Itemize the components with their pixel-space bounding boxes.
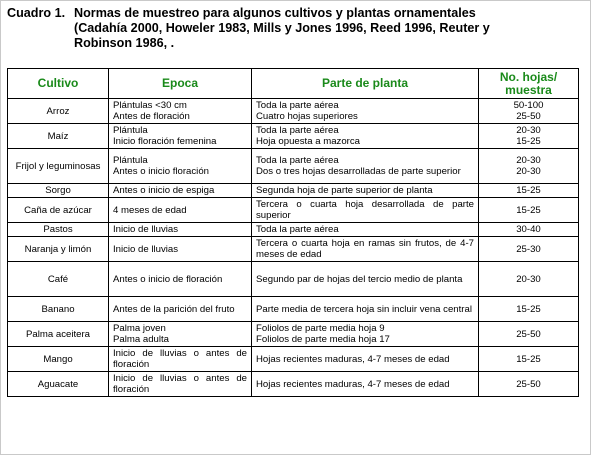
cell-no-hojas-line: 15-25 bbox=[516, 303, 541, 315]
cell-parte-de-planta bbox=[252, 322, 479, 347]
cell-epoca-line: Antes o inicio de espiga bbox=[113, 185, 215, 196]
table-row bbox=[8, 297, 579, 322]
cell-parte-de-planta bbox=[252, 124, 479, 149]
cell-cultivo: Arroz bbox=[8, 99, 109, 124]
cell-parte-de-planta bbox=[252, 149, 479, 184]
cell-cultivo: Sorgo bbox=[8, 184, 109, 198]
cell-epoca bbox=[109, 322, 252, 347]
cell-no-hojas-line: 15-25 bbox=[516, 353, 541, 365]
table-row bbox=[8, 262, 579, 297]
cell-parte-de-planta-line: Segundo par de hojas del tercio medio de planta bbox=[256, 273, 463, 285]
cell-parte-de-planta bbox=[252, 347, 479, 372]
cell-epoca bbox=[109, 347, 252, 372]
cell-epoca-line: Palma adulta bbox=[113, 334, 169, 345]
cell-parte-de-planta-line: Tercera o cuarta hoja en ramas sin frutos, de 4-7 meses de edad bbox=[256, 238, 474, 260]
cell-no-hojas-line: 20-30 bbox=[516, 125, 541, 136]
cell-no-hojas-line: 25-50 bbox=[516, 328, 541, 340]
caption-line-2: (Cadahía 2000, Howeler 1983, Mills y Jones 1996, Reed 1996, Reuter y bbox=[74, 21, 490, 35]
cell-epoca-line: Inicio floración femenina bbox=[113, 136, 217, 147]
caption-line-1: Normas de muestreo para algunos cultivos y plantas ornamentales bbox=[74, 6, 476, 20]
cell-parte-de-planta-line: Cuatro hojas superiores bbox=[256, 111, 358, 122]
cell-epoca bbox=[109, 297, 252, 322]
sampling-norms-table bbox=[7, 68, 579, 397]
cell-no-hojas-line: 50-100 bbox=[513, 100, 544, 111]
cell-parte-de-planta bbox=[252, 198, 479, 223]
cell-epoca-line: Inicio de lluvias bbox=[113, 224, 179, 235]
table-row bbox=[8, 99, 579, 124]
cell-cultivo: Naranja y limón bbox=[8, 237, 109, 262]
table-row bbox=[8, 347, 579, 372]
cell-epoca bbox=[109, 223, 252, 237]
cell-no-hojas bbox=[479, 322, 579, 347]
cell-parte-de-planta bbox=[252, 223, 479, 237]
cell-no-hojas bbox=[479, 223, 579, 237]
cell-parte-de-planta bbox=[252, 372, 479, 397]
table-row bbox=[8, 124, 579, 149]
table-row bbox=[8, 149, 579, 184]
cell-no-hojas-line: 25-50 bbox=[516, 378, 541, 390]
cell-epoca-line: Inicio de lluvias o antes de floración bbox=[113, 348, 247, 370]
cell-no-hojas-line: 25-50 bbox=[516, 111, 541, 122]
cell-cultivo: Aguacate bbox=[8, 372, 109, 397]
cell-no-hojas-line: 20-30 bbox=[516, 273, 541, 285]
cell-parte-de-planta-line: Segunda hoja de parte superior de planta bbox=[256, 185, 433, 196]
cell-no-hojas bbox=[479, 149, 579, 184]
cell-cultivo: Mango bbox=[8, 347, 109, 372]
cell-parte-de-planta-line: Hojas recientes maduras, 4-7 meses de edad bbox=[256, 353, 450, 365]
cell-no-hojas bbox=[479, 198, 579, 223]
cell-cultivo: Palma aceitera bbox=[8, 322, 109, 347]
cell-no-hojas bbox=[479, 184, 579, 198]
cell-parte-de-planta-line: Toda la parte aérea bbox=[256, 125, 339, 136]
cell-no-hojas-line: 15-25 bbox=[516, 204, 541, 216]
cell-cultivo: Frijol y leguminosas bbox=[8, 149, 109, 184]
cell-no-hojas-line: 30-40 bbox=[516, 224, 541, 235]
cell-epoca-line: 4 meses de edad bbox=[113, 204, 187, 216]
cell-no-hojas bbox=[479, 262, 579, 297]
cell-parte-de-planta-line: Hoja opuesta a mazorca bbox=[256, 136, 360, 147]
cell-cultivo: Pastos bbox=[8, 223, 109, 237]
cell-epoca bbox=[109, 372, 252, 397]
cell-no-hojas-line: 25-30 bbox=[516, 243, 541, 255]
cell-no-hojas bbox=[479, 124, 579, 149]
cell-parte-de-planta-line: Tercera o cuarta hoja desarrollada de parte superior bbox=[256, 199, 474, 221]
table-row bbox=[8, 237, 579, 262]
header-cultivo: Cultivo bbox=[8, 69, 109, 99]
table-caption bbox=[7, 6, 585, 51]
cell-epoca bbox=[109, 262, 252, 297]
cell-cultivo: Café bbox=[8, 262, 109, 297]
cell-epoca-line: Palma joven bbox=[113, 323, 166, 334]
cell-epoca bbox=[109, 198, 252, 223]
cell-parte-de-planta bbox=[252, 99, 479, 124]
table-row bbox=[8, 223, 579, 237]
cell-epoca-line: Plántula bbox=[113, 155, 148, 166]
cell-parte-de-planta bbox=[252, 262, 479, 297]
cell-parte-de-planta-line: Toda la parte aérea bbox=[256, 100, 339, 111]
cell-epoca bbox=[109, 99, 252, 124]
cell-parte-de-planta-line: Foliolos de parte media hoja 9 bbox=[256, 323, 385, 334]
cell-no-hojas bbox=[479, 347, 579, 372]
cell-no-hojas-line: 20-30 bbox=[516, 155, 541, 166]
cell-parte-de-planta-line: Toda la parte aérea bbox=[256, 155, 339, 166]
table-row bbox=[8, 184, 579, 198]
table-row bbox=[8, 372, 579, 397]
caption-number: Cuadro 1. bbox=[7, 6, 66, 20]
cell-no-hojas bbox=[479, 237, 579, 262]
header-parte-de-planta: Parte de planta bbox=[252, 69, 479, 99]
cell-parte-de-planta bbox=[252, 237, 479, 262]
cell-epoca-line: Inicio de lluvias o antes de floración bbox=[113, 373, 247, 395]
cell-parte-de-planta-line: Dos o tres hojas desarrolladas de parte superior bbox=[256, 166, 461, 177]
cell-epoca bbox=[109, 184, 252, 198]
cell-no-hojas bbox=[479, 372, 579, 397]
cell-epoca bbox=[109, 237, 252, 262]
cell-no-hojas-line: 20-30 bbox=[516, 166, 541, 177]
cell-epoca bbox=[109, 149, 252, 184]
cell-no-hojas-line: 15-25 bbox=[516, 185, 541, 196]
table-body bbox=[8, 99, 579, 397]
header-epoca: Epoca bbox=[109, 69, 252, 99]
table-header-row bbox=[8, 69, 579, 99]
cell-parte-de-planta-line: Toda la parte aérea bbox=[256, 224, 339, 235]
cell-epoca-line: Inicio de lluvias bbox=[113, 243, 179, 255]
cell-cultivo: Caña de azúcar bbox=[8, 198, 109, 223]
cell-epoca-line: Plántula bbox=[113, 125, 148, 136]
cell-epoca-line: Plántulas <30 cm bbox=[113, 100, 187, 111]
table-row bbox=[8, 322, 579, 347]
cell-epoca-line: Antes de floración bbox=[113, 111, 190, 122]
cell-no-hojas-line: 15-25 bbox=[516, 136, 541, 147]
cell-parte-de-planta-line: Foliolos de parte media hoja 17 bbox=[256, 334, 390, 345]
cell-epoca-line: Antes de la parición del fruto bbox=[113, 303, 235, 315]
cell-epoca-line: Antes o inicio de floración bbox=[113, 273, 223, 285]
cell-cultivo: Maíz bbox=[8, 124, 109, 149]
cell-no-hojas bbox=[479, 297, 579, 322]
table-row bbox=[8, 198, 579, 223]
caption-line-3: Robinson 1986, . bbox=[74, 36, 175, 50]
cell-cultivo: Banano bbox=[8, 297, 109, 322]
cell-epoca bbox=[109, 124, 252, 149]
cell-parte-de-planta-line: Parte media de tercera hoja sin incluir vena central bbox=[256, 303, 472, 315]
cell-parte-de-planta bbox=[252, 184, 479, 198]
header-no-hojas-muestra: No. hojas/ muestra bbox=[479, 69, 579, 99]
cell-no-hojas bbox=[479, 99, 579, 124]
cell-parte-de-planta bbox=[252, 297, 479, 322]
cell-epoca-line: Antes o inicio floración bbox=[113, 166, 209, 177]
cell-parte-de-planta-line: Hojas recientes maduras, 4-7 meses de edad bbox=[256, 378, 450, 390]
